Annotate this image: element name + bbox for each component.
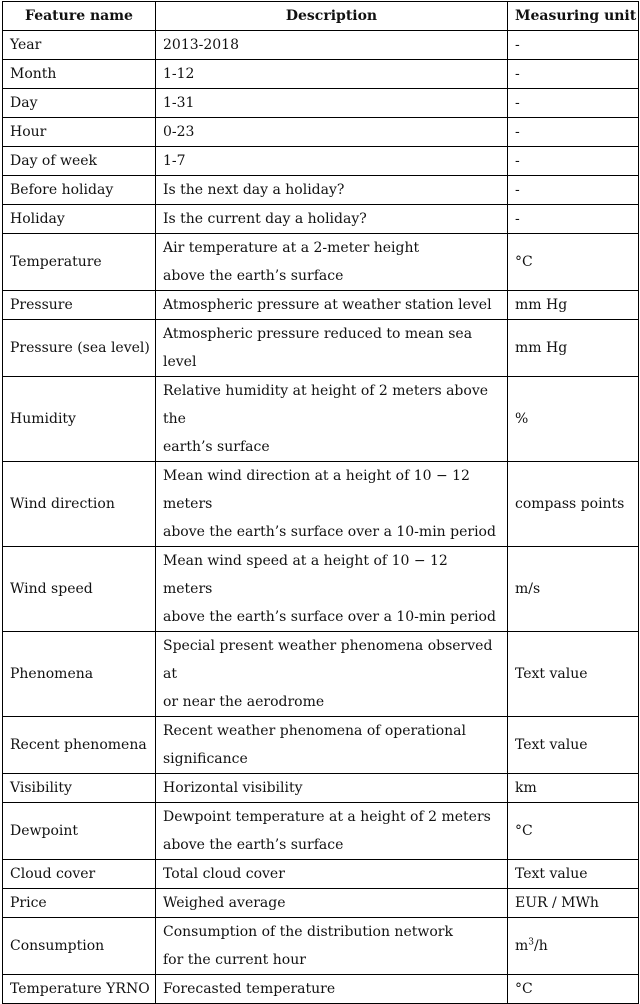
measuring-unit-cell: Text value [508, 860, 639, 889]
measuring-unit-cell: % [508, 377, 639, 462]
description-line: 1-7 [163, 153, 186, 169]
feature-name-cell: Pressure (sea level) [3, 320, 156, 377]
feature-name-cell: Wind direction [3, 462, 156, 547]
unit-exponent: 3 [528, 937, 535, 948]
table-row [3, 60, 639, 89]
table-row [3, 176, 639, 205]
table-row [3, 320, 639, 377]
description-line: Air temperature at a 2-meter height [163, 240, 420, 256]
feature-name-cell: Day [3, 89, 156, 118]
table-row [3, 234, 639, 291]
table-row [3, 975, 639, 1004]
unit-base: m [515, 938, 529, 954]
measuring-unit-cell: m/s [508, 547, 639, 632]
description-cell [156, 632, 508, 717]
feature-name-cell: Pressure [3, 291, 156, 320]
description-cell [156, 118, 508, 147]
measuring-unit-cell: km [508, 774, 639, 803]
table-row [3, 291, 639, 320]
description-line: above the earth’s surface [163, 268, 344, 284]
description-cell [156, 889, 508, 918]
description-cell [156, 31, 508, 60]
measuring-unit-cell: mm Hg [508, 320, 639, 377]
description-cell [156, 462, 508, 547]
description-cell [156, 320, 508, 377]
description-cell [156, 377, 508, 462]
header-feature-name: Feature name [3, 2, 156, 31]
description-line: 1-12 [163, 66, 195, 82]
description-line: Mean wind speed at a height of 10 − 12 meters [163, 553, 448, 597]
feature-name-cell: Hour [3, 118, 156, 147]
feature-name-cell: Price [3, 889, 156, 918]
measuring-unit-cell: °C [508, 803, 639, 860]
feature-name-cell: Year [3, 31, 156, 60]
feature-name-cell: Temperature YRNO [3, 975, 156, 1004]
measuring-unit-cell: - [508, 118, 639, 147]
measuring-unit-cell: - [508, 89, 639, 118]
description-line: Is the next day a holiday? [163, 182, 345, 198]
table-row [3, 774, 639, 803]
measuring-unit-cell: - [508, 31, 639, 60]
description-line: Recent weather phenomena of operational [163, 723, 466, 739]
description-line: Special present weather phenomena observed at [163, 638, 493, 682]
description-line: earth’s surface [163, 439, 270, 455]
description-line: for the current hour [163, 952, 306, 968]
description-line: Atmospheric pressure at weather station level [163, 297, 492, 313]
description-cell [156, 205, 508, 234]
description-line: Relative humidity at height of 2 meters above the [163, 383, 489, 427]
feature-name-cell: Consumption [3, 918, 156, 975]
measuring-unit-cell: Text value [508, 717, 639, 774]
measuring-unit-cell: mm Hg [508, 291, 639, 320]
description-cell [156, 291, 508, 320]
description-line: Atmospheric pressure reduced to mean sea level [163, 326, 473, 370]
description-cell [156, 803, 508, 860]
measuring-unit-cell: compass points [508, 462, 639, 547]
feature-name-cell: Before holiday [3, 176, 156, 205]
table-row [3, 118, 639, 147]
header-measuring-unit: Measuring unit [508, 2, 639, 31]
feature-name-cell: Day of week [3, 147, 156, 176]
description-cell [156, 147, 508, 176]
feature-name-cell: Dewpoint [3, 803, 156, 860]
measuring-unit-cell: - [508, 176, 639, 205]
description-line: 0-23 [163, 124, 195, 140]
measuring-unit-cell: - [508, 205, 639, 234]
description-line: or near the aerodrome [163, 694, 325, 710]
description-line: above the earth’s surface over a 10-min period [163, 524, 496, 540]
table-row [3, 147, 639, 176]
feature-name-cell: Temperature [3, 234, 156, 291]
feature-name-cell: Cloud cover [3, 860, 156, 889]
measuring-unit-cell: - [508, 60, 639, 89]
feature-name-cell: Phenomena [3, 632, 156, 717]
table-row [3, 918, 639, 975]
feature-name-cell: Recent phenomena [3, 717, 156, 774]
table-row [3, 377, 639, 462]
description-cell [156, 975, 508, 1004]
measuring-unit-cell: - [508, 147, 639, 176]
description-line: Horizontal visibility [163, 780, 303, 796]
feature-name-cell: Wind speed [3, 547, 156, 632]
description-cell [156, 234, 508, 291]
description-cell [156, 60, 508, 89]
feature-name-cell: Month [3, 60, 156, 89]
description-cell [156, 774, 508, 803]
measuring-unit-cell: Text value [508, 632, 639, 717]
table-row [3, 462, 639, 547]
feature-name-cell: Holiday [3, 205, 156, 234]
table-row [3, 205, 639, 234]
description-line: Consumption of the distribution network [163, 924, 453, 940]
table-row [3, 803, 639, 860]
description-line: Dewpoint temperature at a height of 2 meters [163, 809, 491, 825]
table-row [3, 547, 639, 632]
header-description: Description [156, 2, 508, 31]
feature-name-cell: Humidity [3, 377, 156, 462]
measuring-unit-cell [508, 918, 639, 975]
description-line: Total cloud cover [163, 866, 285, 882]
unit-suffix: /h [534, 938, 548, 954]
description-cell [156, 918, 508, 975]
description-cell [156, 176, 508, 205]
table-row [3, 889, 639, 918]
description-line: Weighed average [163, 895, 286, 911]
measuring-unit-cell: EUR / MWh [508, 889, 639, 918]
table-row [3, 717, 639, 774]
header-row [3, 2, 639, 31]
description-cell [156, 717, 508, 774]
description-cell [156, 89, 508, 118]
description-line: Forecasted temperature [163, 981, 336, 997]
table-row [3, 632, 639, 717]
description-line: above the earth’s surface [163, 837, 344, 853]
feature-name-cell: Visibility [3, 774, 156, 803]
description-line: Mean wind direction at a height of 10 − 12 meters [163, 468, 470, 512]
description-cell [156, 547, 508, 632]
description-line: above the earth’s surface over a 10-min period [163, 609, 496, 625]
measuring-unit-cell: °C [508, 975, 639, 1004]
table-row [3, 89, 639, 118]
description-line: 1-31 [163, 95, 195, 111]
feature-table [2, 1, 639, 1004]
description-line: significance [163, 751, 248, 767]
description-line: Is the current day a holiday? [163, 211, 367, 227]
measuring-unit-cell: °C [508, 234, 639, 291]
description-line: 2013-2018 [163, 37, 239, 53]
table-row [3, 31, 639, 60]
